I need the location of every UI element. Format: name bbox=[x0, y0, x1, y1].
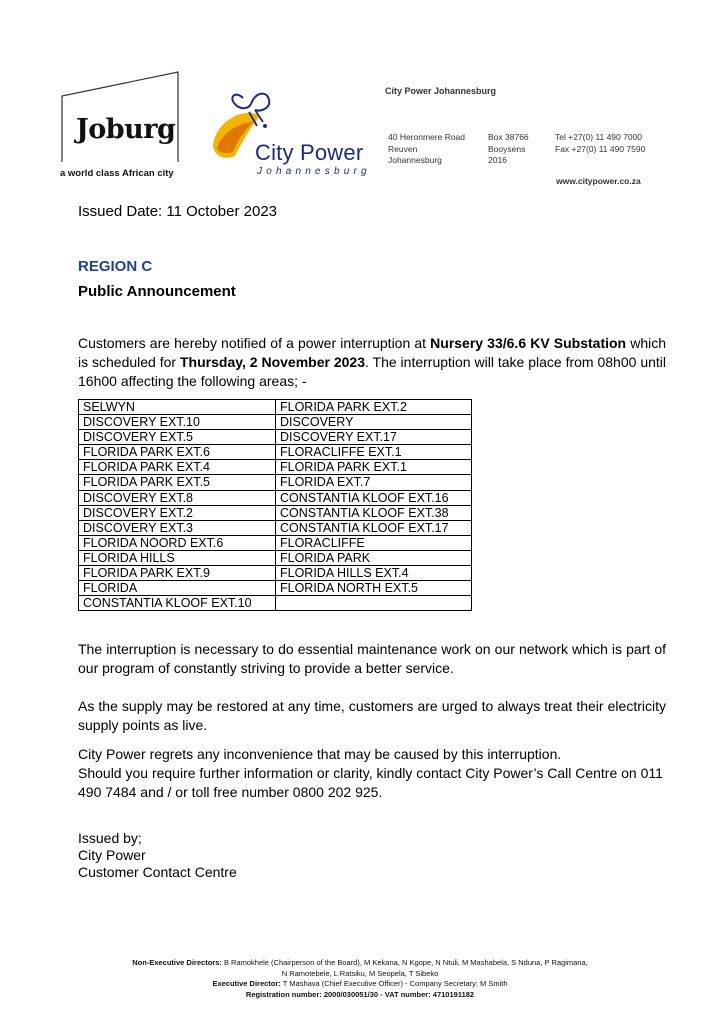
directors-footer bbox=[60, 958, 660, 1000]
issued-date: Issued Date: 11 October 2023 bbox=[78, 203, 278, 220]
area-cell: FLORIDA PARK EXT.1 bbox=[276, 460, 472, 475]
safety-paragraph: As the supply may be restored at any time, customers are urged to always treat their electricity supply points as live. bbox=[78, 698, 666, 733]
area-cell bbox=[276, 596, 472, 611]
intro-text: which is scheduled for bbox=[78, 335, 667, 370]
table-row bbox=[79, 415, 472, 430]
regret-text: City Power regrets any inconvenience that may be caused by this interruption. bbox=[78, 746, 562, 762]
area-cell: DISCOVERY EXT.17 bbox=[276, 430, 472, 445]
joburg-tagline: a world class African city bbox=[60, 168, 174, 179]
area-cell: FLORIDA PARK EXT.4 bbox=[79, 460, 276, 475]
area-cell: FLORIDA HILLS EXT.4 bbox=[276, 566, 472, 581]
footer-text: T Mashava (Chief Executive Officer) - Company Secretary: M Smith bbox=[280, 979, 508, 988]
area-cell: FLORIDA PARK EXT.2 bbox=[276, 400, 472, 415]
area-cell: CONSTANTIA KLOOF EXT.16 bbox=[276, 490, 472, 505]
joburg-logo-text: Joburg bbox=[76, 114, 176, 145]
company-title: City Power Johannesburg bbox=[385, 86, 497, 96]
address-line: 40 Heronmere Road bbox=[388, 132, 466, 142]
region-heading: REGION C bbox=[78, 258, 153, 275]
contact-paragraph bbox=[78, 745, 666, 802]
footer-label: - VAT number: bbox=[378, 989, 431, 999]
intro-text: . The interruption will take place from 08h00 until 16h00 affecting the following areas; - bbox=[78, 354, 667, 389]
area-cell: CONSTANTIA KLOOF EXT.17 bbox=[276, 520, 472, 535]
area-cell: FLORACLIFFE EXT.1 bbox=[276, 445, 472, 460]
phone-number: Tel +27(0) 11 490 7000 bbox=[555, 132, 643, 142]
area-cell: DISCOVERY EXT.10 bbox=[79, 415, 276, 430]
table-row bbox=[79, 581, 472, 596]
table-row bbox=[79, 460, 472, 475]
area-cell: DISCOVERY EXT.2 bbox=[79, 505, 276, 520]
city-power-logo bbox=[205, 86, 370, 186]
non-executive-directors-line-2: N Ramotebele, L Ratsiku, M Seopela, T Sibeko bbox=[281, 968, 439, 978]
address-line: Reuven bbox=[388, 143, 418, 154]
footer-label: Non-Executive Directors: bbox=[132, 958, 222, 967]
table-row bbox=[79, 550, 472, 565]
address-postal bbox=[488, 132, 529, 167]
table-row bbox=[79, 475, 472, 490]
issued-by-label: Issued by; bbox=[78, 830, 142, 846]
area-cell: FLORIDA PARK EXT.9 bbox=[79, 566, 276, 581]
table-row bbox=[79, 520, 472, 535]
area-cell: FLORIDA PARK EXT.5 bbox=[79, 475, 276, 490]
registration-number: 2000/030051/30 bbox=[321, 989, 379, 999]
area-cell: FLORIDA NORTH EXT.5 bbox=[276, 581, 472, 596]
announcement-heading: Public Announcement bbox=[78, 283, 236, 300]
issuer-company: City Power bbox=[78, 847, 146, 863]
table-row bbox=[79, 566, 472, 581]
city-power-logo-name: City Power bbox=[255, 140, 364, 165]
intro-text: Customers are hereby notified of a power interruption at bbox=[78, 335, 431, 351]
contact-phone-fax bbox=[555, 132, 645, 155]
issued-by-block bbox=[78, 830, 237, 881]
area-cell: FLORIDA PARK bbox=[276, 550, 472, 565]
table-row bbox=[79, 596, 472, 611]
area-cell: FLORIDA HILLS bbox=[79, 550, 276, 565]
address-line: Johannesburg bbox=[388, 155, 442, 165]
area-cell: SELWYN bbox=[79, 400, 276, 415]
area-cell: DISCOVERY EXT.8 bbox=[79, 490, 276, 505]
fax-number: Fax +27(0) 11 490 7590 bbox=[555, 143, 646, 154]
address-line: 2016 bbox=[488, 155, 507, 165]
area-cell: FLORIDA PARK EXT.6 bbox=[79, 445, 276, 460]
area-cell: DISCOVERY bbox=[276, 415, 472, 430]
footer-label: Executive Director: bbox=[212, 979, 281, 988]
area-cell: DISCOVERY EXT.3 bbox=[79, 520, 276, 535]
address-street bbox=[388, 132, 465, 167]
area-cell: CONSTANTIA KLOOF EXT.38 bbox=[276, 505, 472, 520]
contact-text: Should you require further information or clarity, kindly contact City Power’s Call Centre on 011 490 7484 and / or toll free number 0800 202 925. bbox=[78, 765, 663, 800]
address-line: Box 38766 bbox=[488, 132, 529, 142]
address-line: Booysens bbox=[488, 143, 526, 154]
area-cell: FLORIDA EXT.7 bbox=[276, 475, 472, 490]
table-row bbox=[79, 505, 472, 520]
executive-director-line bbox=[60, 979, 660, 990]
maintenance-paragraph: The interruption is necessary to do essential maintenance work on our network which is part of our program of constantly striving to provide a better service. bbox=[78, 641, 666, 676]
affected-areas-table bbox=[78, 399, 472, 611]
table-row bbox=[79, 445, 472, 460]
city-power-logo-sub: Johannesburg bbox=[257, 166, 371, 177]
footer-text: B Ramokhele (Chairperson of the Board), M Kekana, N Kgope, N Ntuli, M Mashabela, S Nduna, P Ragimana, bbox=[221, 958, 588, 967]
area-cell: FLORIDA bbox=[79, 581, 276, 596]
table-row bbox=[79, 430, 472, 445]
joburg-logo bbox=[60, 70, 178, 162]
area-cell: DISCOVERY EXT.5 bbox=[79, 430, 276, 445]
table-row bbox=[79, 535, 472, 550]
issuer-department: Customer Contact Centre bbox=[78, 864, 237, 880]
area-cell: CONSTANTIA KLOOF EXT.10 bbox=[79, 596, 276, 611]
table-row bbox=[79, 400, 472, 415]
intro-paragraph bbox=[78, 334, 666, 391]
registration-line bbox=[60, 990, 660, 1001]
substation-name: Nursery 33/6.6 KV Substation bbox=[430, 335, 627, 351]
footer-label: Registration number: bbox=[245, 989, 322, 999]
non-executive-directors-line bbox=[60, 958, 660, 969]
website-link[interactable]: www.citypower.co.za bbox=[556, 176, 641, 186]
table-row bbox=[79, 490, 472, 505]
area-cell: FLORIDA NOORD EXT.6 bbox=[79, 535, 276, 550]
vat-number: 4710191182 bbox=[430, 989, 475, 999]
area-cell: FLORACLIFFE bbox=[276, 535, 472, 550]
interruption-date: Thursday, 2 November 2023 bbox=[180, 354, 365, 370]
